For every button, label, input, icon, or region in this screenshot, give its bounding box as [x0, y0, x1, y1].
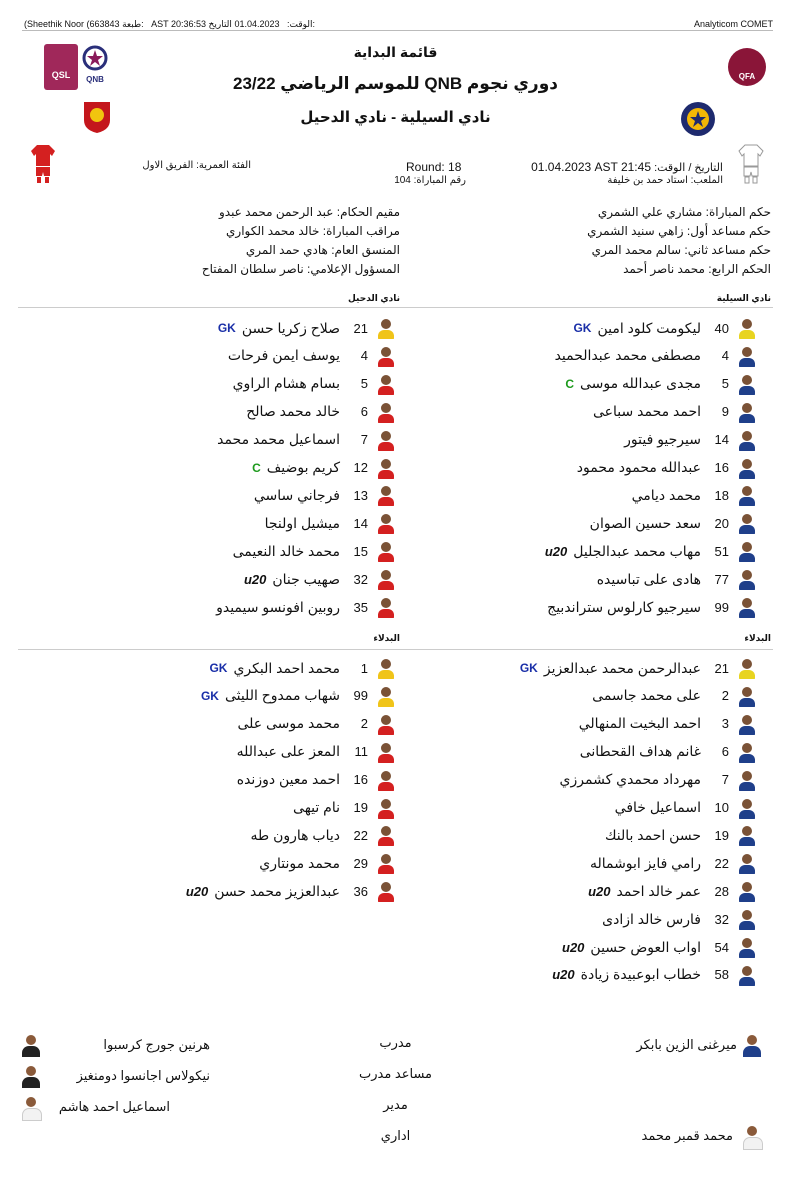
home-subs-header: البدلاء [744, 633, 771, 643]
player-name: كريم بوضيف [266, 459, 340, 475]
official-line: مراقب المباراة: خالد محمد الكواري [226, 224, 400, 238]
player-row [56, 344, 396, 368]
u20-badge: u20 [243, 571, 267, 587]
player-photo [376, 657, 396, 679]
player-photo [376, 880, 396, 902]
avatar [20, 1064, 42, 1088]
player-number: 10 [714, 800, 729, 815]
player-name: شهاب ممدوح الليثى [224, 687, 340, 704]
player-number: 58 [714, 967, 729, 983]
printed-label: طبعة: [122, 19, 144, 29]
player-row [417, 935, 757, 959]
match-no-label: رقم المباراة: [413, 175, 466, 186]
staff-name: اسماعيل احمد هاشم [58, 1099, 170, 1114]
home-staff-admin [642, 1124, 763, 1148]
player-name: اسماعيل محمد محمد [217, 431, 340, 448]
player-number: 19 [353, 800, 368, 815]
player-photo [737, 852, 757, 874]
player-name: غانم هداف القحطانى [579, 743, 701, 760]
goalkeeper-badge: GK [200, 688, 219, 703]
player-name: عبدالرحمن محمد عبدالعزيز [543, 659, 701, 676]
player-name: محمد موسى على [237, 715, 340, 732]
player-number: 99 [714, 599, 729, 615]
player-name: خالد محمد صالح [246, 403, 340, 420]
print-date: 01.04.2023 [234, 19, 280, 29]
player-name: محمد مونتاري [259, 854, 340, 871]
player-number: 12 [353, 460, 368, 475]
system-name: Analyticom COMET [693, 19, 773, 29]
player-row [417, 851, 757, 875]
away-kit-icon [30, 144, 56, 189]
player-name: اواب العوض حسين [590, 938, 701, 955]
official-line: حكم مساعد أول: زاهي سنيد الشمري [587, 224, 771, 238]
official-line: المسؤول الإعلامي: ناصر سلطان المفتاح [201, 262, 400, 276]
player-name: فرجاني ساسي [253, 486, 340, 503]
player-name: مصطفى محمد عبدالحميد [554, 347, 701, 364]
home-kit-icon [738, 144, 764, 189]
player-name: عبدالله محمود محمود [576, 459, 701, 475]
player-photo [737, 685, 757, 707]
player-name: محمد ديامي [631, 486, 701, 503]
player-photo [376, 429, 396, 451]
player-number: 77 [714, 571, 729, 587]
player-name: ليكومت كلود امين [597, 319, 701, 336]
player-number: 22 [714, 855, 729, 871]
goalkeeper-badge: GK [519, 661, 538, 675]
staff-name: هرنين جورج كرسبوا [103, 1037, 210, 1052]
player-row [56, 316, 396, 340]
staff-name: نيكولاس اجانسوا دومنغيز [76, 1068, 210, 1083]
player-photo [737, 741, 757, 763]
player-row [56, 656, 396, 680]
avatar [741, 1033, 763, 1057]
stadium-value: استاد حمد بن خليفة [607, 175, 688, 186]
captain-badge: C [252, 460, 261, 475]
player-photo [737, 512, 757, 534]
home-staff-coach [636, 1033, 763, 1057]
player-name: حسن احمد بالنك [604, 826, 701, 843]
player-name: مهاب محمد عبدالجليل [573, 542, 701, 559]
player-number: 4 [360, 348, 368, 364]
staff-role-coach: مدرب [379, 1035, 412, 1050]
player-number: 28 [714, 883, 729, 899]
player-number: 2 [721, 688, 729, 704]
player-name: محمد خالد النعيمى [232, 542, 340, 559]
staff-role-manager: مدير [383, 1097, 408, 1112]
player-row [417, 740, 757, 764]
player-name: رامي فايز ابوشماله [589, 854, 701, 871]
player-number: 19 [714, 827, 729, 843]
player-row [417, 768, 757, 792]
player-photo [737, 401, 757, 423]
player-name: صلاح زكريا حسن [241, 319, 340, 336]
datetime-label: التاريخ / الوقت: [654, 162, 723, 174]
player-row [56, 428, 396, 452]
player-name: فارس خالد ازادى [602, 910, 701, 927]
official-line: الحكم الرابع: محمد ناصر أحمد [623, 262, 771, 276]
player-number: 21 [353, 320, 368, 336]
match-datetime [531, 160, 723, 174]
player-number: 29 [353, 855, 368, 871]
player-name: صهيب جنان [272, 570, 340, 587]
player-number: 40 [714, 320, 729, 336]
player-photo [376, 596, 396, 618]
player-photo [737, 429, 757, 451]
svg-text:QNB: QNB [86, 75, 104, 84]
captain-badge: C [565, 376, 575, 391]
player-photo [376, 373, 396, 395]
player-row [56, 684, 396, 708]
player-photo [376, 345, 396, 367]
player-photo [737, 797, 757, 819]
player-row [56, 483, 396, 507]
player-row [417, 483, 757, 507]
player-name: روبين افونسو سيميدو [216, 598, 340, 615]
player-name: سيرجيو فيتور [624, 431, 701, 448]
player-photo [737, 936, 757, 958]
player-row [417, 963, 757, 987]
category-label: الفئة العمرية: [196, 160, 251, 171]
player-row [56, 511, 396, 535]
player-photo [376, 484, 396, 506]
player-number: 1 [360, 660, 368, 676]
player-number: 16 [353, 772, 368, 788]
player-row [417, 907, 757, 931]
player-row [417, 344, 757, 368]
player-row [417, 796, 757, 820]
player-row [417, 511, 757, 535]
player-name: مهرداد محمدي كشمرزي [559, 771, 701, 788]
player-name: المعز على عبدالله [236, 743, 340, 760]
player-row [56, 712, 396, 736]
player-row [417, 456, 757, 480]
official-line: مقيم الحكام: عبد الرحمن محمد عبدو [218, 205, 400, 219]
official-line: المنسق العام: هادي حمد المري [245, 243, 400, 257]
player-photo [737, 345, 757, 367]
player-number: 16 [714, 460, 729, 475]
player-photo [737, 657, 757, 679]
player-name: اسماعيل خافي [614, 799, 701, 815]
player-number: 18 [714, 487, 729, 503]
player-photo [737, 540, 757, 562]
player-photo [376, 769, 396, 791]
player-name: سعد حسين الصوان [589, 514, 701, 531]
player-name: بسام هشام الراوي [232, 375, 340, 392]
player-name: عبدالعزيز محمد حسن [214, 882, 340, 899]
official-line: حكم المباراة: مشاري علي الشمري [597, 205, 771, 219]
stadium-label: الملعب: [690, 175, 723, 186]
age-category [142, 160, 251, 171]
player-row [56, 740, 396, 764]
player-name: عمر خالد احمد [616, 882, 701, 899]
player-name: دياب هارون طه [250, 826, 340, 843]
match-no-value: 104 [394, 175, 411, 186]
player-number: 14 [353, 515, 368, 531]
player-row [417, 428, 757, 452]
player-photo [376, 685, 396, 707]
player-row [56, 595, 396, 619]
player-number: 6 [360, 404, 368, 420]
player-photo [376, 741, 396, 763]
player-number: 11 [354, 744, 368, 760]
player-number: 5 [721, 376, 729, 392]
player-photo [737, 880, 757, 902]
goalkeeper-badge: GK [209, 661, 228, 675]
player-row [56, 372, 396, 396]
home-team-header: نادي السيلية [716, 293, 771, 303]
avatar [20, 1033, 42, 1057]
avatar [20, 1095, 42, 1119]
player-row [417, 656, 757, 680]
player-number: 15 [353, 543, 368, 559]
u20-badge: u20 [185, 883, 209, 899]
print-info [24, 19, 315, 30]
player-row [56, 567, 396, 591]
player-row [417, 879, 757, 903]
player-name: على محمد جاسمى [592, 687, 701, 704]
staff-name: ميرغنى الزين بابكر [636, 1037, 737, 1052]
player-number: 9 [721, 404, 729, 420]
player-row [56, 768, 396, 792]
player-number: 7 [721, 772, 729, 788]
player-number: 2 [360, 716, 368, 732]
doc-title: قائمة البداية [353, 44, 438, 60]
staff-role-assistant: مساعد مدرب [358, 1066, 433, 1081]
print-time: AST 20:36:53 [151, 19, 207, 29]
staff-role-admin: اداري [380, 1128, 411, 1143]
player-number: 21 [714, 660, 729, 676]
datetime-value: 01.04.2023 AST 21:45 [531, 160, 651, 174]
player-name: احمد معين دوزنده [236, 771, 340, 788]
date-label: التاريخ: [208, 19, 316, 29]
player-photo [737, 824, 757, 846]
officials-right [451, 203, 771, 279]
player-row [417, 712, 757, 736]
player-number: 13 [353, 487, 368, 503]
player-photo [737, 908, 757, 930]
match-stadium [607, 175, 723, 186]
away-staff-manager [20, 1095, 170, 1119]
player-row [56, 539, 396, 563]
u20-badge: u20 [588, 883, 611, 899]
player-number: 22 [353, 827, 368, 843]
player-number: 6 [721, 744, 729, 760]
player-photo [376, 824, 396, 846]
player-name: خطاب ابوعبيدة زيادة [580, 966, 701, 983]
player-row [56, 851, 396, 875]
player-name: يوسف ايمن فرحات [227, 347, 340, 364]
player-number: 32 [353, 571, 368, 587]
player-row [417, 400, 757, 424]
player-row [417, 684, 757, 708]
player-row [56, 400, 396, 424]
player-name: احمد محمد سباعى [593, 403, 701, 420]
away-staff-coach [20, 1033, 210, 1057]
player-photo [376, 852, 396, 874]
player-photo [376, 512, 396, 534]
player-photo [737, 596, 757, 618]
player-number: 99 [353, 688, 368, 704]
player-row [417, 539, 757, 563]
away-subs-header: البدلاء [373, 633, 400, 643]
player-row [417, 316, 757, 340]
player-name: نام تيهى [293, 799, 340, 815]
time-label: الوقت: [287, 19, 313, 29]
player-row [417, 567, 757, 591]
header-divider [22, 30, 773, 31]
player-photo [376, 457, 396, 479]
player-photo [737, 457, 757, 479]
player-photo [376, 540, 396, 562]
player-number: 35 [353, 599, 368, 615]
u20-badge: u20 [552, 967, 575, 983]
player-number: 3 [721, 716, 729, 732]
player-name: احمد البخيت المنهالي [578, 715, 701, 732]
player-name: سيرجيو كارلوس ستراندبيج [547, 598, 701, 615]
player-photo [376, 797, 396, 819]
player-photo [376, 401, 396, 423]
player-number: 32 [714, 911, 729, 927]
staff-name: محمد قمبر محمد [641, 1128, 733, 1143]
goalkeeper-badge: GK [573, 321, 592, 335]
avatar [741, 1124, 763, 1148]
player-number: 7 [360, 432, 368, 448]
player-number: 14 [714, 432, 729, 448]
player-row [56, 456, 396, 480]
goalkeeper-badge: GK [217, 321, 236, 335]
player-photo [376, 568, 396, 590]
player-number: 51 [714, 543, 729, 559]
player-number: 36 [353, 883, 368, 899]
player-number: 20 [714, 515, 729, 531]
lineup-divider [18, 307, 773, 308]
player-name: محمد احمد البكري [233, 659, 340, 676]
printed-by: (Sheethik Noor (663843 [24, 19, 120, 29]
away-team-header: نادي الدحيل [348, 293, 400, 303]
qfa-logo: QFA [728, 48, 766, 86]
player-photo [376, 713, 396, 735]
player-name: مجدى عبدالله موسى [580, 375, 701, 392]
match-teams-title: نادي السيلية - نادي الدحيل [300, 109, 491, 126]
league-title: دوري نجوم QNB للموسم الرياضي 23/22 [233, 74, 558, 93]
player-row [56, 823, 396, 847]
subs-divider [18, 649, 773, 650]
player-photo [737, 964, 757, 986]
u20-badge: u20 [562, 939, 585, 955]
player-name: ميشيل اولنجا [264, 514, 340, 531]
player-row [417, 823, 757, 847]
player-name: هادى على تباسيده [596, 570, 701, 587]
player-photo [737, 769, 757, 791]
category-value: الفريق الاول [142, 160, 194, 171]
qsl-logo: QSL [44, 44, 78, 90]
player-row [56, 796, 396, 820]
round: Round: 18 [406, 160, 462, 174]
player-photo [737, 484, 757, 506]
officials-left [80, 203, 400, 279]
player-photo [737, 713, 757, 735]
official-line: حكم مساعد ثاني: سالم محمد المري [591, 243, 771, 257]
player-number: 54 [714, 939, 729, 955]
match-number [394, 175, 466, 186]
away-staff-assistant [20, 1064, 210, 1088]
player-photo [737, 317, 757, 339]
player-photo [376, 317, 396, 339]
player-row [56, 879, 396, 903]
player-photo [737, 373, 757, 395]
player-row [417, 372, 757, 396]
player-row [417, 595, 757, 619]
u20-badge: u20 [544, 543, 568, 559]
player-number: 4 [721, 348, 729, 364]
player-number: 5 [360, 376, 368, 392]
player-photo [737, 568, 757, 590]
